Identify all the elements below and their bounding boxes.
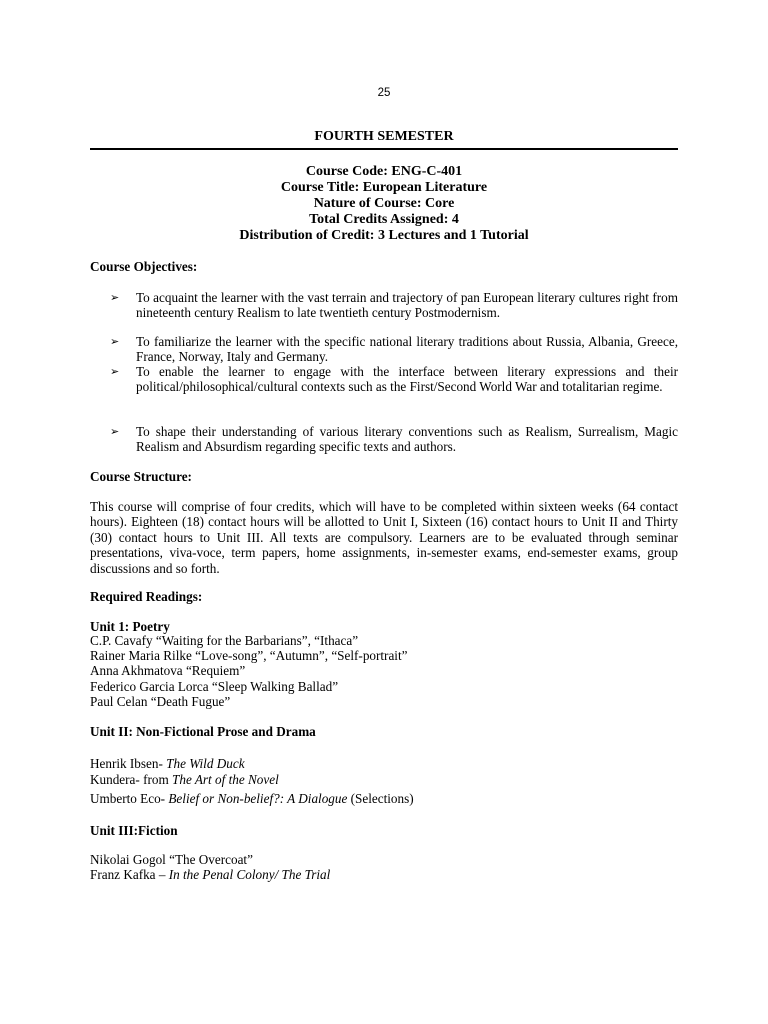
arrow-bullet-icon: ➢ — [110, 291, 120, 304]
reading-author: Nikolai Gogol “The Overcoat” — [90, 852, 253, 867]
objective-item — [90, 424, 678, 455]
reading-item: Rainer Maria Rilke “Love-song”, “Autumn”, “Self-portrait” — [90, 648, 408, 663]
objective-item — [90, 364, 678, 395]
semester-title: FOURTH SEMESTER — [314, 129, 454, 144]
reading-author: Umberto Eco- — [90, 791, 169, 806]
reading-title: The Art of the Novel — [172, 772, 279, 787]
structure-paragraph: This course will comprise of four credits, which will have to be completed within sixteen weeks (64 contact hours). Eighteen (18) contact hours will be allotted to Unit I, Sixteen (16) contact hours to Unit II and Thirty (30) contact hours to Unit III. All texts are compulsory. Learners are to be evaluated through seminar presentations, viva-voce, term papers, home assignments, in-semester exams, end-semester exams, group discussions and so forth. — [90, 499, 678, 576]
reading-title: The Wild Duck — [166, 756, 245, 771]
reading-item: Anna Akhmatova “Requiem” — [90, 663, 246, 678]
course-header — [90, 164, 678, 244]
unit3-heading: Unit III:Fiction — [90, 823, 178, 838]
reading-item — [90, 756, 245, 771]
reading-item — [90, 867, 330, 882]
objective-text: To enable the learner to engage with the interface between literary expressions and their political/philosophical/cultural contexts such as the First/Second World War and totalitarian regime. — [136, 364, 678, 395]
reading-item: Paul Celan “Death Fugue” — [90, 694, 231, 709]
course-credits: Total Credits Assigned: 4 — [309, 212, 459, 227]
reading-item: C.P. Cavafy “Waiting for the Barbarians”, “Ithaca” — [90, 633, 359, 648]
course-title: Course Title: European Literature — [280, 180, 488, 195]
arrow-bullet-icon: ➢ — [110, 335, 120, 348]
objective-text: To shape their understanding of various literary conventions such as Realism, Surrealism, Magic Realism and Absurdism regarding specific texts and authors. — [136, 424, 678, 455]
objective-text: To acquaint the learner with the vast terrain and trajectory of pan European literary cultures right from nineteenth century Realism to late twentieth century Postmodernism. — [136, 290, 678, 321]
course-code: Course Code: ENG-C-401 — [305, 164, 463, 179]
reading-author: Kundera- from — [90, 772, 173, 787]
objective-item — [90, 334, 678, 365]
objective-item — [90, 290, 678, 321]
readings-heading: Required Readings: — [90, 589, 203, 604]
unit1-heading: Unit 1: Poetry — [90, 619, 170, 634]
arrow-bullet-icon: ➢ — [110, 365, 120, 378]
title-rule — [90, 148, 678, 150]
reading-item — [90, 791, 414, 806]
structure-heading: Course Structure: — [90, 469, 192, 484]
objective-text: To familiarize the learner with the specific national literary traditions about Russia, Albania, Greece, France, Norway, Italy and Germany. — [136, 334, 678, 365]
reading-title: In the Penal Colony/ The Trial — [168, 867, 331, 882]
reading-item — [90, 852, 253, 867]
page-number: 25 — [377, 87, 391, 99]
course-nature: Nature of Course: Core — [313, 196, 455, 211]
arrow-bullet-icon: ➢ — [110, 425, 120, 438]
reading-title: Belief or Non-belief?: A Dialogue — [168, 791, 348, 806]
credit-distribution: Distribution of Credit: 3 Lectures and 1 Tutorial — [239, 228, 529, 243]
reading-author: Henrik Ibsen- — [90, 756, 167, 771]
reading-item: Federico Garcia Lorca “Sleep Walking Ballad” — [90, 679, 339, 694]
unit2-heading: Unit II: Non-Fictional Prose and Drama — [90, 724, 316, 739]
reading-suffix: (Selections) — [347, 791, 414, 806]
objectives-heading: Course Objectives: — [90, 259, 198, 274]
reading-author: Franz Kafka – — [90, 867, 169, 882]
reading-item — [90, 772, 279, 787]
